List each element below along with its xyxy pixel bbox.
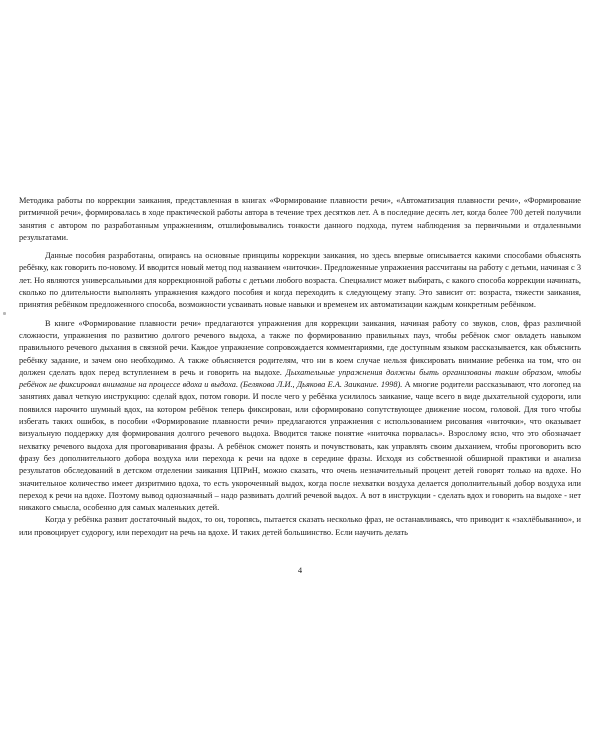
scan-edge-mark — [3, 312, 6, 315]
paragraph-intro: Методика работы по коррекции заикания, представленная в книгах «Формирование плавности речи», «Автоматизация плавности речи», «Формирование ритмичной речи», формировалась в ходе практической работы автора в течение трех десятков лет. А в последние десять лет, когда более 700 детей получили занятия с автором по разработанным упражнениям, отшлифовывались тонкости данного подхода, путем наблюдения за первичными и отдаленными результатами. — [19, 196, 581, 242]
paragraph-fluency-text: В книге «Формирование плавности речи» предлагаются упражнения для коррекции заикания, начиная работу со звуков, слов, фраз различной сложности, упражнения по развитию долгого речевого выдоха, а также по формированию правильных пауз, чтобы ребёнок смог овладеть навыком правильного речевого дыхания в связной речи. Каждое упражнение сопровождается комментариями, где доступным языком рассказывается, как объяснить ребёнку задание, и зачем оно необходимо. А также объясняется родителям, что ни в коем случае нельзя фиксировать внимание ребенка на том, что он должен сделать вдох перед вступлением в речь и говорить на выдохе. — [19, 318, 581, 377]
paragraph-fluency-continuation: А многие родители рассказывают, что логопед на занятиях давал четкую инструкцию: сделай вдох, потом говори. И после чего у ребёнка усилилось заикание, чаще всего в виде дыхательной судороги, или появился нарочито шумный вдох, на котором ребёнок теперь фиксирован, или сформировано сопутствующее движение носом, головой. Для того чтобы избегать таких ошибок, в пособии «Формирование плавности речи» предлагаются упражнения с использованием рисования «ниточки», что оказывает визуальную поддержку для формирования долгого речевого выдоха. Вводится также понятие «ниточка порвалась». Взрослому ясно, что это обозначает нехватку речевого выдоха для проговаривания фразы. А ребёнок сможет понять и почувствовать, как управлять своим дыханием, чтобы проговорить всю фразу без дополнительного добора воздуха или перехода к речи на вдохе в середине фразы. Исходя из собственной обширной практики и анализа результатов обследований в детском отделении заикания ЦПРиН, можно сказать, что очень незначительный процент детей говорят только на вдохе. Но значительное количество имеет дизритмию вдоха, то есть укороченный выдох, когда после нехватки воздуха делается дополнительный добор воздуха или переход к речи на вдохе. Поэтому вывод однозначный – надо развивать долгий речевой выдох. А вот в инструкции - сделать вдох и говорить на выдохе - нет никакого смысла, особенно для самых маленьких детей. — [19, 380, 581, 513]
document-page — [19, 195, 581, 539]
paragraph-fluency-book — [19, 318, 581, 515]
citation-quote: Дыхательные упражнения должны быть организованы таким образом, чтобы ребёнок не фиксировал внимание на процессе вдоха и выдоха. (Белякова Л.И., Дьякова Е.А. Заикание. 1998). — [19, 367, 581, 390]
page-number: 4 — [297, 565, 303, 575]
paragraph-final-truncated: Когда у ребёнка развит достаточный выдох, то он, торопясь, пытается сказать несколько фраз, не останавливаясь, что приводит к «захлёбыванию», и или провоцирует судорогу, или переходит на речь на вдохе. И таких детей большинство. Если научить делать — [19, 515, 581, 537]
paragraph-manuals-principles: Данные пособия разработаны, опираясь на основные принципы коррекции заикания, но здесь впервые описывается какими способами объяснять ребёнку, как говорить по-новому. И вводится новый метод под названием «ниточки». Предложенные упражнения рассчитаны на работу с детьми, начиная с 3 лет. Но являются универсальными для коррекционной работы с детьми любого возраста. Специалист может выбирать, с какого способа коррекции начинать, сколько по длительности выполнять упражнения каждого пособия и когда переходить к следующему этапу. Это зависит от: возраста, тяжести заикания, принятия ребёнком предложенного способа, возможности усваивать новые навыки и временем их автоматизации каждым конкретным ребёнком. — [19, 251, 581, 310]
